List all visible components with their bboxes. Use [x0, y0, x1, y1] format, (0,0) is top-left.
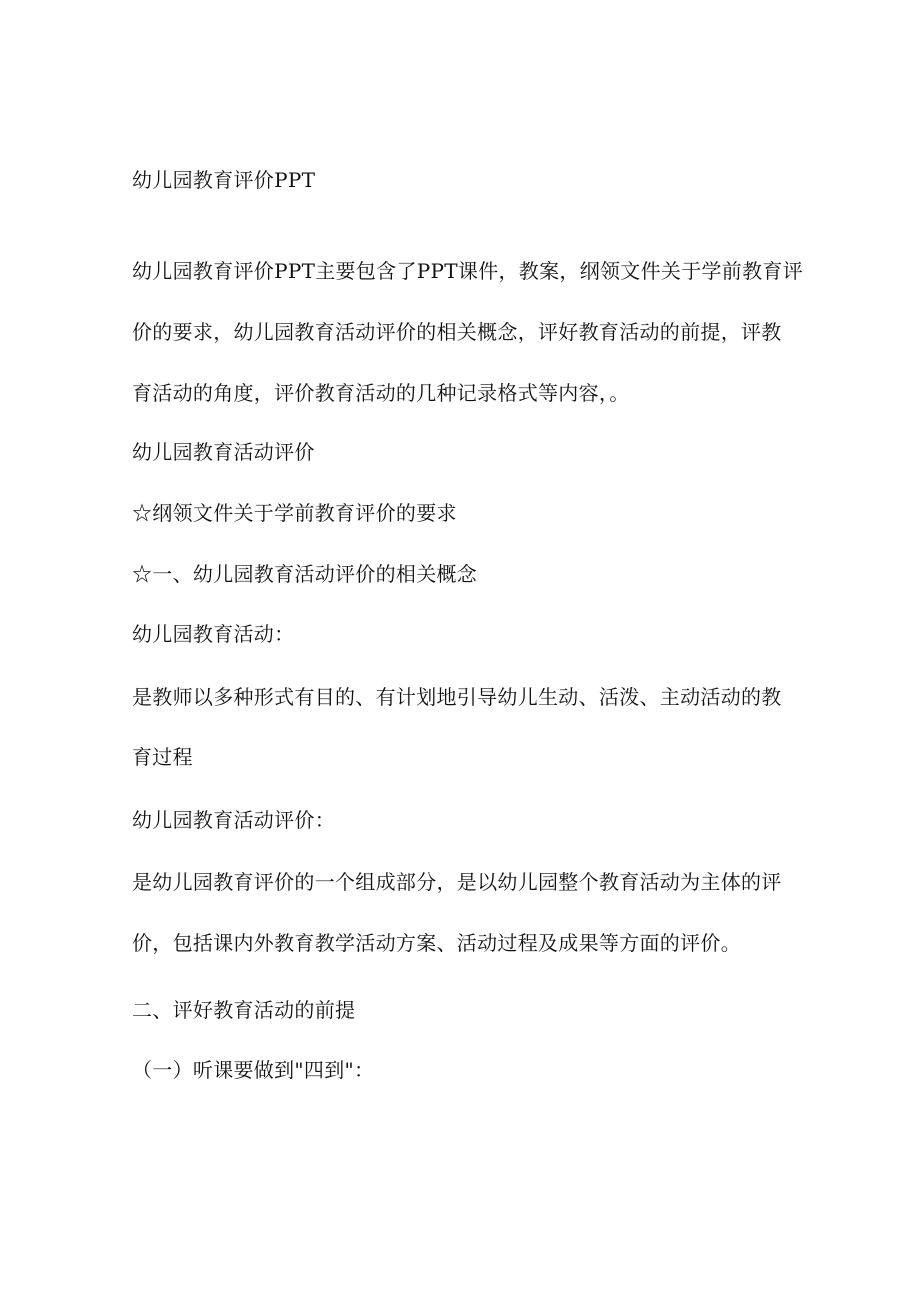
intro-line-1: 幼儿园教育评价PPT主要包含了PPT课件，教案，纲领文件关于学前教育评	[132, 259, 804, 283]
subheading-four-arrivals: （一）听课要做到"四到"：	[132, 1058, 375, 1082]
definition-body-line-2: 价，包括课内外教育教学活动方案、活动过程及成果等方面的评价。	[132, 931, 741, 955]
definition-body-line-1: 是幼儿园教育评价的一个组成部分，是以幼儿园整个教育活动为主体的评	[132, 870, 782, 894]
star-item-related-concepts: ☆一、幼儿园教育活动评价的相关概念	[132, 562, 478, 586]
intro-line-3: 育活动的角度，评价教育活动的几种记录格式等内容，。	[132, 381, 630, 405]
document-title: 幼儿园教育评价PPT	[132, 168, 316, 192]
star-item-guideline-requirements: ☆纲领文件关于学前教育评价的要求	[132, 501, 457, 525]
definition-term-education-activity: 幼儿园教育活动：	[132, 622, 295, 646]
intro-line-2: 价的要求，幼儿园教育活动评价的相关概念，评好教育活动的前提，评教	[132, 320, 782, 344]
definition-term-activity-evaluation: 幼儿园教育活动评价：	[132, 808, 335, 832]
definition-body-line-2: 育过程	[132, 745, 193, 769]
section-heading-activity-evaluation: 幼儿园教育活动评价	[132, 440, 315, 464]
definition-body-line-1: 是教师以多种形式有目的、有计划地引导幼儿生动、活泼、主动活动的教	[132, 685, 782, 709]
section-heading-prerequisites: 二、评好教育活动的前提	[132, 998, 356, 1022]
